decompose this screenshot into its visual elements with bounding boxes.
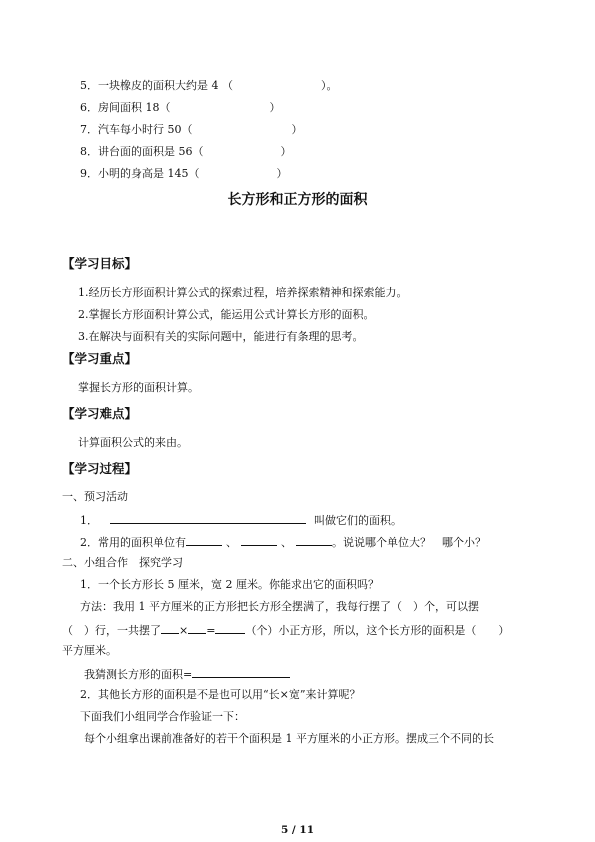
- units-question-8: 8．讲台面的面积是 56（ ）: [80, 145, 292, 158]
- unit-separator-2: 、: [281, 536, 292, 549]
- preview-q2-end: 。说说哪个单位大？ 哪个小？: [332, 536, 486, 549]
- preview-q1-blank[interactable]: [110, 512, 306, 524]
- goals-heading: 【学习目标】: [62, 256, 138, 271]
- guess-line: [84, 666, 290, 682]
- verify-text: 下面我们小组同学合作验证一下：: [80, 710, 245, 723]
- preview-q1-number: 1．: [80, 514, 98, 527]
- group-label: 二、小组合作 探究学习: [62, 556, 183, 569]
- goal-item-2: 2.掌握长方形面积计算公式，能运用公式计算长方形的面积。: [78, 308, 375, 321]
- preview-label: 一、预习活动: [62, 490, 128, 503]
- unit-blank-2[interactable]: [241, 534, 277, 546]
- preview-q1-after: 叫做它们的面积。: [314, 514, 402, 527]
- method-line-2-end: （个）小正方形，所以，这个长方形的面积是（ ）: [245, 624, 510, 637]
- units-question-7: 7．汽车每小时行 50（ ）: [80, 123, 303, 136]
- group-question-1: 1．一个长方形长 5 厘米，宽 2 厘米。你能求出它的面积吗？: [80, 578, 379, 591]
- count-blank[interactable]: [215, 622, 245, 634]
- key-point-heading: 【学习重点】: [62, 351, 138, 366]
- difficulty-heading: 【学习难点】: [62, 406, 138, 421]
- times-sign: ×: [179, 624, 189, 637]
- key-point-text: 掌握长方形的面积计算。: [78, 381, 199, 394]
- units-question-9: 9．小明的身高是 145（ ）: [80, 167, 288, 180]
- units-question-6: 6．房间面积 18（ ）: [80, 101, 281, 114]
- goal-item-1: 1.经历长方形面积计算公式的探索过程，培养探索精神和探索能力。: [78, 286, 408, 299]
- unit-blank-3[interactable]: [296, 534, 332, 546]
- guess-blank[interactable]: [192, 666, 290, 678]
- method-line-3: 平方厘米。: [62, 644, 117, 657]
- task-text: 每个小组拿出课前准备好的若干个面积是 1 平方厘米的小正方形。摆成三个不同的长: [84, 732, 494, 745]
- process-heading: 【学习过程】: [62, 461, 138, 476]
- method-line-1: 方法：我用 1 平方厘米的正方形把长方形全摆满了，我每行摆了（ ）个，可以摆: [80, 600, 479, 613]
- unit-blank-1[interactable]: [186, 534, 222, 546]
- method-line-2: [62, 622, 509, 638]
- length-blank[interactable]: [161, 622, 179, 634]
- width-blank[interactable]: [188, 622, 206, 634]
- method-line-2-start: （ ）行，一共摆了: [62, 624, 161, 637]
- goal-item-3: 3.在解决与面积有关的实际问题中，能进行有条理的思考。: [78, 330, 364, 343]
- page-title: 长方形和正方形的面积: [227, 192, 368, 208]
- difficulty-text: 计算面积公式的来由。: [78, 436, 188, 449]
- preview-question-2: [80, 534, 486, 550]
- preview-question-1: [80, 512, 402, 528]
- units-question-5: 5．一块橡皮的面积大约是 4 （ ）。: [80, 79, 338, 92]
- page-number: 5 / 11: [280, 824, 315, 836]
- guess-text: 我猜测长方形的面积=: [84, 668, 193, 681]
- group-question-2: 2．其他长方形的面积是不是也可以用“长×宽”来计算呢？: [80, 688, 361, 701]
- unit-separator-1: 、: [226, 536, 237, 549]
- equals-sign: =: [206, 624, 216, 637]
- preview-q2-start: 2．常用的面积单位有: [80, 536, 186, 549]
